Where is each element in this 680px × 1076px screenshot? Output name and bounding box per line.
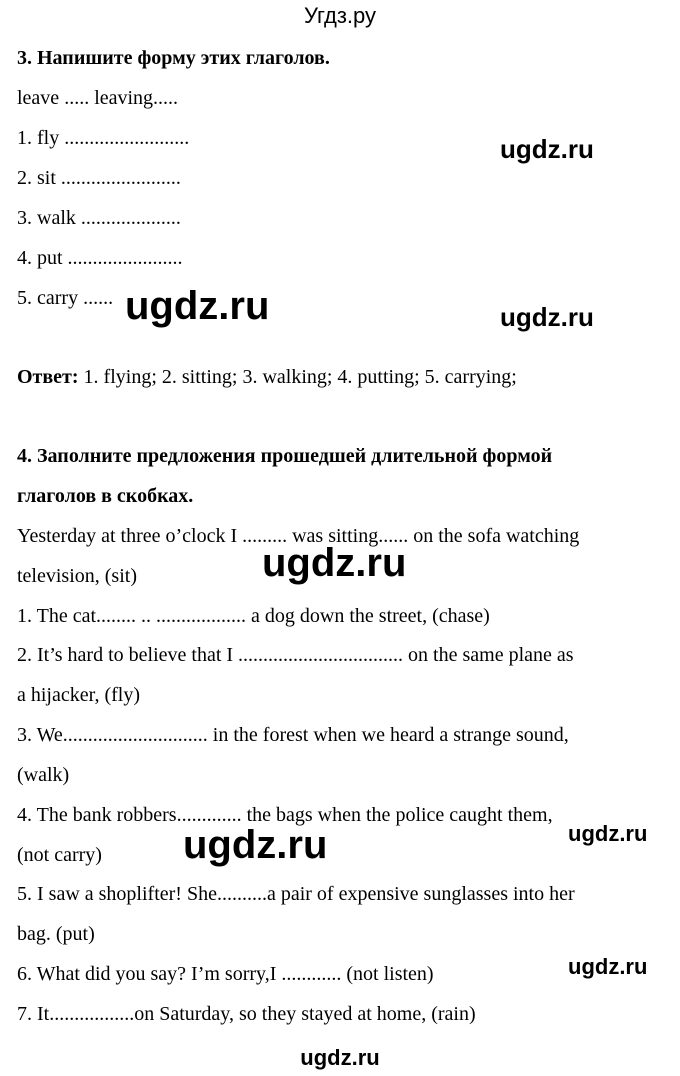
watermark: ugdz.ru xyxy=(568,954,648,979)
task4-heading-line2: глаголов в скобках. xyxy=(17,485,194,507)
watermark: ugdz.ru xyxy=(500,302,594,332)
task3-answer xyxy=(17,365,517,389)
task3-item-3: 3. walk .................... xyxy=(17,207,181,229)
task4-line: 6. What did you say? I’m sorry,I ............ (not listen) xyxy=(17,963,434,985)
task4-line: 7. It.................on Saturday, so they stayed at home, (rain) xyxy=(17,1003,476,1025)
task4-line: television, (sit) xyxy=(17,565,137,587)
answer-text: 1. flying; 2. sitting; 3. walking; 4. putting; 5. carrying; xyxy=(78,366,517,388)
watermark: ugdz.ru xyxy=(183,823,328,867)
task4-line: 2. It’s hard to believe that I ................................. on the same plane as xyxy=(17,644,574,666)
task4-line: bag. (put) xyxy=(17,923,95,945)
answer-label: Ответ: xyxy=(17,366,79,388)
task4-line: (not carry) xyxy=(17,844,102,866)
task3-item-1: 1. fly ......................... xyxy=(17,127,190,149)
site-title: Угдз.ру xyxy=(303,3,377,28)
task4-line: Yesterday at three o’clock I ......... was sitting...... on the sofa watching xyxy=(17,525,580,547)
watermark: ugdz.ru xyxy=(262,541,407,585)
task4-line: 4. The bank robbers............. the bags when the police caught them, xyxy=(17,804,553,826)
task3-heading: 3. Напишите форму этих глаголов. xyxy=(17,47,330,69)
task4-line: 3. We............................. in the forest when we heard a strange sound, xyxy=(17,724,569,746)
watermark: ugdz.ru xyxy=(568,821,648,846)
task3-example: leave ..... leaving..... xyxy=(17,87,179,109)
task4-line: 1. The cat........ .. .................. a dog down the street, (chase) xyxy=(17,605,490,627)
watermark: ugdz.ru xyxy=(125,284,270,328)
task4-line: (walk) xyxy=(17,764,70,786)
task4-heading-line1: 4. Заполните предложения прошедшей длительной формой xyxy=(17,445,553,467)
task4-line: a hijacker, (fly) xyxy=(17,684,141,706)
footer-watermark: ugdz.ru xyxy=(300,1045,380,1070)
task3-item-4: 4. put ....................... xyxy=(17,247,183,269)
task4-line: 5. I saw a shoplifter! She..........a pair of expensive sunglasses into her xyxy=(17,883,575,905)
watermark: ugdz.ru xyxy=(500,134,594,164)
task3-item-5: 5. carry ...... xyxy=(17,287,114,309)
task3-item-2: 2. sit ........................ xyxy=(17,167,181,189)
